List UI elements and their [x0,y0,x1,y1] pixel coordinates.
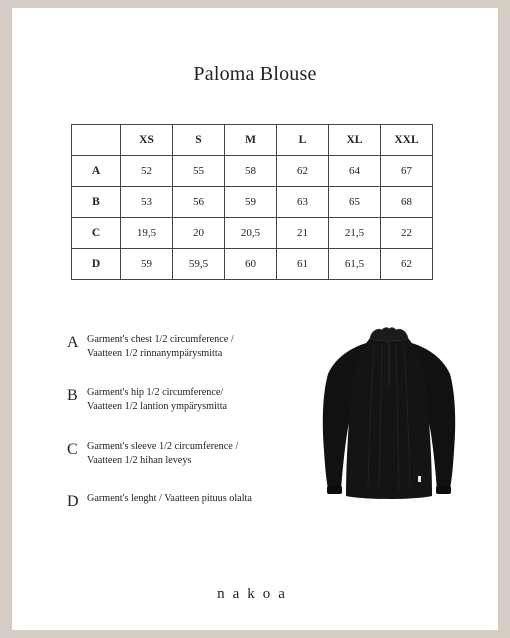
table-cell: 20 [173,218,225,249]
blouse-image [314,326,464,504]
table-cell: 63 [277,187,329,218]
row-label: C [72,218,121,249]
table-header-row [72,125,433,156]
size-header: L [277,125,329,156]
size-header: S [173,125,225,156]
size-header: XS [121,125,173,156]
size-header: XXL [381,125,433,156]
row-label: B [72,187,121,218]
row-label: A [72,156,121,187]
legend-letter: C [67,441,78,458]
table-cell: 53 [121,187,173,218]
legend-line-fi: Vaatteen 1/2 hihan leveys [87,455,192,466]
table-cell: 21 [277,218,329,249]
table-cell: 65 [329,187,381,218]
table-cell: 19,5 [121,218,173,249]
table-cell: 52 [121,156,173,187]
size-table [71,124,433,280]
table-cell: 67 [381,156,433,187]
legend-text [87,492,317,506]
table-cell: 61 [277,249,329,280]
legend-text [87,386,317,414]
size-header: M [225,125,277,156]
table-cell: 22 [381,218,433,249]
table-cell: 61,5 [329,249,381,280]
blouse-collar [370,328,408,341]
table-cell: 55 [173,156,225,187]
legend-line-en: Garment's lenght / Vaatteen pituus olalta [87,493,252,504]
table-cell: 62 [381,249,433,280]
legend-letter: B [67,387,78,404]
legend-line-fi: Vaatteen 1/2 rinnanympärysmitta [87,348,223,359]
table-cell: 20,5 [225,218,277,249]
legend-line-fi: Vaatteen 1/2 lantion ympärysmitta [87,401,228,412]
table-cell: 59,5 [173,249,225,280]
table-cell: 64 [329,156,381,187]
table-row [72,187,433,218]
legend-letter: D [67,493,79,510]
legend-text [87,440,317,468]
table-cell: 68 [381,187,433,218]
legend-line-en: Garment's sleeve 1/2 circumference / [87,441,239,452]
table-cell: 56 [173,187,225,218]
legend-letter: A [67,334,79,351]
legend-line-en: Garment's hip 1/2 circumference/ [87,387,224,398]
blouse-label-tab [418,476,421,482]
size-header: XL [329,125,381,156]
table-cell: 21,5 [329,218,381,249]
row-label: D [72,249,121,280]
page-title: Paloma Blouse [193,63,317,85]
legend-text [87,333,317,361]
table-corner-cell [72,125,121,156]
blouse-right-cuff [436,486,451,494]
table-cell: 59 [121,249,173,280]
size-chart-card [12,8,498,630]
table-row [72,249,433,280]
legend-line-en: Garment's chest 1/2 circumference / [87,334,234,345]
table-row [72,156,433,187]
table-row [72,218,433,249]
blouse-left-cuff [327,486,342,494]
table-cell: 58 [225,156,277,187]
brand-logo: nakoa [217,586,293,602]
table-cell: 62 [277,156,329,187]
table-cell: 59 [225,187,277,218]
table-cell: 60 [225,249,277,280]
